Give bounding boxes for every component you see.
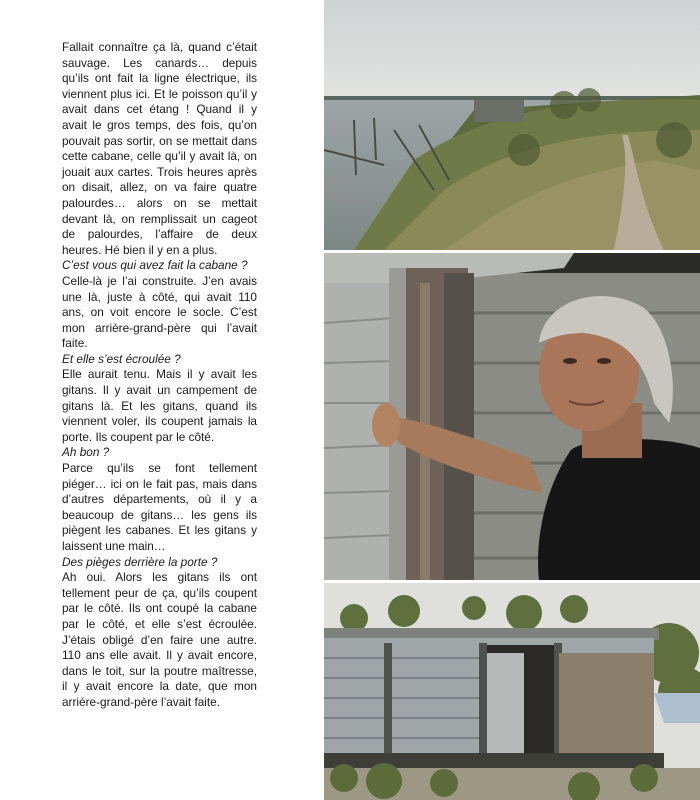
article-text-column: [62, 40, 257, 711]
answer-paragraph: Celle-là je l’ai construite. J’en avais une là, juste à côté, qui avait 110 ans, on voit encore le socle. C’est mon arrière-grand-père qui l’avait faite.: [62, 273, 257, 351]
answer-paragraph: Elle aurait tenu. Mais il y avait les gitans. Il y avait un campement de gitans là. Et les gitans, quand ils viennent voler, ils coupent jamais la porte. Ils coupent par le côté.: [62, 367, 257, 444]
answer-paragraph: Parce qu’ils se font tellement piéger… ici on le fait pas, mais dans d’autres départements, où il y a beaucoup de gitans… les gens ils piègent les cabanes. Et les gitans y laissent une main…: [62, 461, 257, 553]
marsh-path-photo: [324, 0, 700, 250]
wooden-hut-photo: [324, 583, 700, 800]
answer-paragraph: Ah oui. Alors les gitans ils ont tellement peur de ça, qu’ils coupent par le côté. Ils ont coupé la cabane par le côté, et elle s’est écroulée. J’étais obligé d’en faire une autre. 110 ans elle avait. Il y avait encore, dans le toit, sur la poutre maîtresse, il y avait encore la date, que mon arrière-grand-père l’avait faite.: [62, 570, 257, 709]
answer-paragraph: Fallait connaître ça là, quand c’était sauvage. Les canards… depuis qu’ils ont fait la ligne électrique, ils viennent plus ici. Et le poisson qu’il y avait dans cet étang ! Quand il y avait le gros temps, des fois, qu’on pouvait pas sortir, on se mettait dans cette cabane, celle qu’il y avait là, on jouait aux cartes. Trois heures après on disait, allez, on va faire quatre palourdes… alors on se mettait devant là, on remplissait un cageot de palourdes, l’affaire de deux heures. Hé bien il y en a plus.: [62, 40, 257, 257]
interview-question: Ah bon ?: [62, 445, 110, 460]
man-portrait-photo: [324, 253, 700, 580]
interview-question: Et elle s’est écroulée ?: [62, 351, 181, 366]
interview-question: C’est vous qui avez fait la cabane ?: [62, 258, 248, 273]
interview-question: Des pièges derrière la porte ?: [62, 554, 218, 569]
